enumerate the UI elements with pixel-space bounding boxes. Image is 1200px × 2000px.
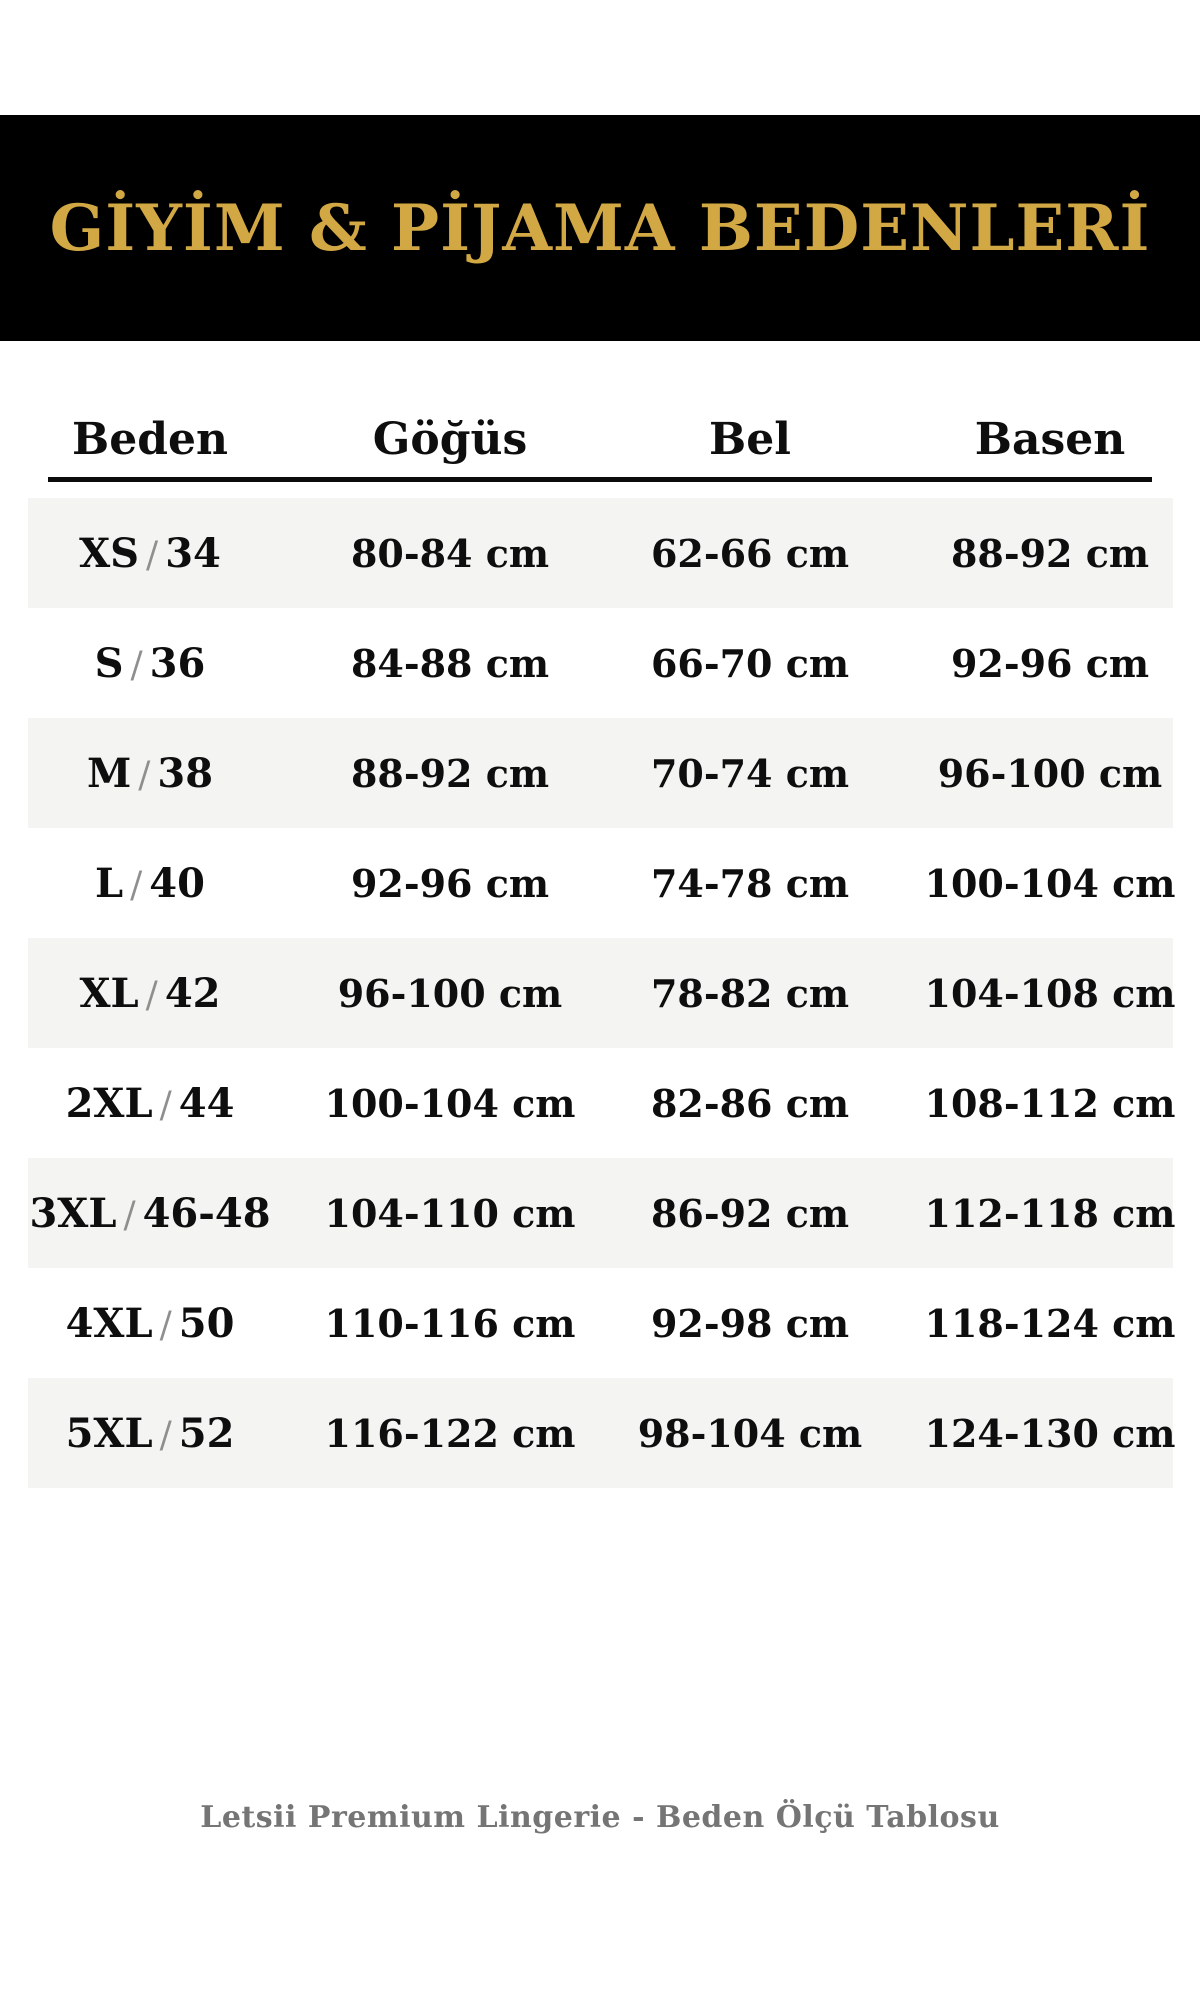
column-header-beden: Beden — [72, 414, 228, 465]
size-separator: / — [130, 644, 143, 686]
table-row — [0, 1378, 1200, 1488]
size-cell: 5XL / 52 — [65, 1409, 235, 1457]
page-title: GİYİM & PİJAMA BEDENLERİ — [49, 190, 1151, 266]
row-cells — [0, 1048, 1200, 1158]
footer-caption: Letsii Premium Lingerie - Beden Ölçü Tablosu — [200, 1800, 1000, 1835]
waist-cell: 62-66 cm — [650, 530, 850, 576]
chest-cell: 88-92 cm — [350, 750, 550, 796]
table-row — [0, 938, 1200, 1048]
row-cells — [0, 1268, 1200, 1378]
chest-cell: 96-100 cm — [337, 970, 563, 1016]
hip-cell: 112-118 cm — [924, 1190, 1176, 1236]
size-cell: M / 38 — [86, 749, 214, 797]
row-cells — [0, 498, 1200, 608]
size-cell: 3XL / 46-48 — [29, 1189, 271, 1237]
table-row — [0, 1048, 1200, 1158]
table-row — [0, 828, 1200, 938]
size-cell: XL / 42 — [79, 969, 221, 1017]
header-divider — [48, 477, 1152, 482]
row-cells — [0, 938, 1200, 1048]
waist-cell: 98-104 cm — [637, 1410, 863, 1456]
size-separator: / — [123, 1194, 136, 1236]
hip-cell: 124-130 cm — [924, 1410, 1176, 1456]
table-row — [0, 718, 1200, 828]
hip-cell: 92-96 cm — [950, 640, 1150, 686]
size-separator: / — [159, 1084, 172, 1126]
chest-cell: 104-110 cm — [324, 1190, 576, 1236]
row-cells — [0, 718, 1200, 828]
waist-cell: 78-82 cm — [650, 970, 850, 1016]
size-separator: / — [130, 864, 143, 906]
size-cell: S / 36 — [94, 639, 206, 687]
hip-cell: 88-92 cm — [950, 530, 1150, 576]
chest-cell: 110-116 cm — [324, 1300, 576, 1346]
size-cell: 4XL / 50 — [65, 1299, 235, 1347]
table-header-row — [0, 414, 1200, 465]
waist-cell: 66-70 cm — [650, 640, 850, 686]
row-cells — [0, 1378, 1200, 1488]
hip-cell: 118-124 cm — [924, 1300, 1176, 1346]
hip-cell: 96-100 cm — [937, 750, 1163, 796]
row-cells — [0, 608, 1200, 718]
size-separator: / — [159, 1304, 172, 1346]
title-banner — [0, 115, 1200, 341]
column-header-gogus: Göğüs — [372, 414, 528, 465]
hip-cell: 100-104 cm — [924, 860, 1176, 906]
column-header-basen: Basen — [974, 414, 1126, 465]
size-cell: XS / 34 — [79, 529, 221, 577]
chest-cell: 80-84 cm — [350, 530, 550, 576]
size-separator: / — [159, 1414, 172, 1456]
waist-cell: 92-98 cm — [650, 1300, 850, 1346]
waist-cell: 86-92 cm — [650, 1190, 850, 1236]
size-separator: / — [138, 754, 151, 796]
chest-cell: 100-104 cm — [324, 1080, 576, 1126]
table-row — [0, 498, 1200, 608]
row-cells — [0, 1158, 1200, 1268]
chest-cell: 92-96 cm — [350, 860, 550, 906]
chest-cell: 84-88 cm — [350, 640, 550, 686]
row-cells — [0, 828, 1200, 938]
size-table-body — [0, 498, 1200, 1488]
table-row — [0, 1158, 1200, 1268]
column-header-bel: Bel — [709, 414, 791, 465]
size-cell: L / 40 — [95, 859, 205, 907]
table-row — [0, 608, 1200, 718]
waist-cell: 82-86 cm — [650, 1080, 850, 1126]
size-cell: 2XL / 44 — [65, 1079, 235, 1127]
size-separator: / — [146, 534, 159, 576]
waist-cell: 70-74 cm — [650, 750, 850, 796]
hip-cell: 104-108 cm — [924, 970, 1176, 1016]
size-separator: / — [145, 974, 158, 1016]
chest-cell: 116-122 cm — [324, 1410, 576, 1456]
hip-cell: 108-112 cm — [924, 1080, 1176, 1126]
table-row — [0, 1268, 1200, 1378]
waist-cell: 74-78 cm — [650, 860, 850, 906]
